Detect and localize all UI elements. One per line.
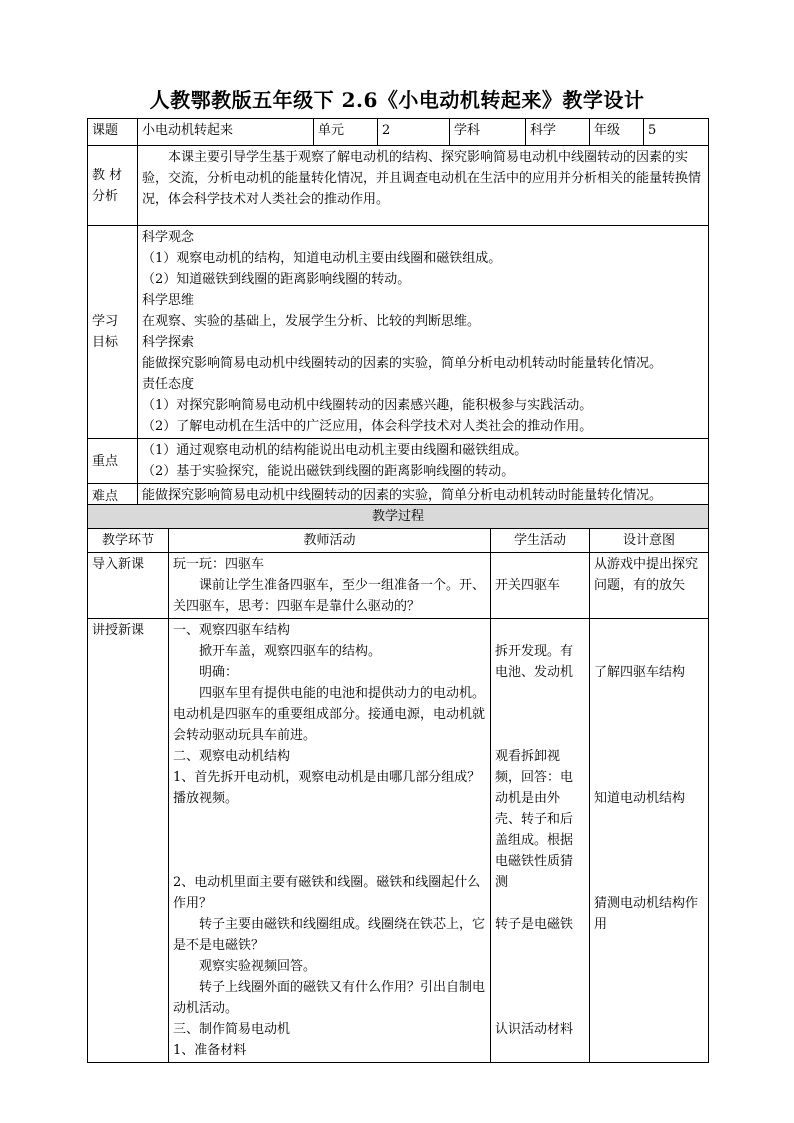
lecture-stage: 讲授新课 <box>88 619 169 1063</box>
goal-line: （2）知道磁铁到线圈的距离影响线圈的转动。 <box>142 272 411 287</box>
process-columns-row <box>88 529 709 553</box>
difficulty-text: 能做探究影响简易电动机中线圈转动的因素的实验，简单分析电动机转动时能量转化情况。 <box>138 484 709 510</box>
process-header: 教学过程 <box>88 505 709 529</box>
goal-line: 责任态度 <box>142 377 195 392</box>
goal-line: 科学思维 <box>142 293 195 308</box>
course-value: 小电动机转起来 <box>138 119 314 146</box>
intro-teacher: 玩一玩：四驱车 课前让学生准备四驱车，至少一组准备一个。开、关四驱车，思考：四驱车是靠什么驱动的？ <box>169 553 491 619</box>
key-points-row <box>88 439 709 484</box>
col-student: 学生活动 <box>491 529 590 553</box>
goal-line: （1）对探究影响简易电动机中线圈转动的因素感兴趣，能积极参与实践活动。 <box>142 398 593 413</box>
lecture-intent: 了解四驱车结构 知道电动机结构 猜测电动机结构作用 <box>590 619 709 1063</box>
goal-line: 在观察、实验的基础上，发展学生分析、比较的判断思维。 <box>142 314 481 329</box>
intro-intent: 从游戏中提出探究问题，有的放矢 <box>590 553 709 619</box>
intro-student: 开关四驱车 <box>491 553 590 619</box>
goals-text <box>138 226 709 439</box>
key-points-label: 重点 <box>88 439 138 484</box>
difficulty-label: 难点 <box>88 484 138 510</box>
lecture-student: 拆开发现。有电池、发动机 观看拆卸视频，回答：电动机是由外壳、转子和后盖组成。根据电磁铁性质猜测 转子是电磁铁 认识活动材料 <box>491 619 590 1063</box>
goal-line: （1）观察电动机的结构，知道电动机主要由线圈和磁铁组成。 <box>142 251 502 266</box>
unit-value: 2 <box>378 119 450 146</box>
page-title: 人教鄂教版五年级下 2.6《小电动机转起来》教学设计 <box>149 88 645 112</box>
lecture-row <box>88 619 709 1063</box>
lesson-info-table <box>87 118 709 510</box>
goal-line: 能做探究影响简易电动机中线圈转动的因素的实验，简单分析电动机转动时能量转化情况。 <box>142 356 663 371</box>
process-header-row <box>88 505 709 529</box>
process-table <box>87 504 709 1063</box>
analysis-text: 本课主要引导学生基于观察了解电动机的结构、探究影响简易电动机中线圈转动的因素的实验，交流，分析电动机的能量转化情况，并且调查电动机在生活中的应用并分析相关的能量转换情况，体会科学技术对人类社会的推动作用。 <box>138 146 709 226</box>
unit-label: 单元 <box>314 119 378 146</box>
course-label: 课题 <box>88 119 138 146</box>
goal-line: （2）了解电动机在生活中的广泛应用，体会科学技术对人类社会的推动作用。 <box>142 419 593 434</box>
lecture-teacher: 一、观察四驱车结构 掀开车盖，观察四驱车的结构。 明确： 四驱车里有提供电能的电池和提供动力的电动机。电动机是四驱车的重要组成部分。接通电源，电动机就会转动驱动玩具车前进。 二、观察电动机结构 1、首先拆开电动机，观察电动机是由哪几部分组成？播放视频。 2、电动机里面主要有磁铁和线圈。磁铁和线圈起什么作用？ 转子主要由磁铁和线圈组成。线圈绕在铁芯上，它是不是电磁铁？ 观察实验视频回答。 转子上线圈外面的磁铁又有什么作用？引出自制电动机活动。 三、制作简易电动机 1、准备材料 <box>169 619 491 1063</box>
info-row <box>88 119 709 146</box>
goals-label: 学习 目标 <box>88 226 138 439</box>
col-teacher: 教师活动 <box>169 529 491 553</box>
intro-row <box>88 553 709 619</box>
intro-stage: 导入新课 <box>88 553 169 619</box>
grade-value: 5 <box>644 119 709 146</box>
grade-label: 年级 <box>590 119 644 146</box>
analysis-row <box>88 146 709 226</box>
goal-line: 科学探索 <box>142 335 195 350</box>
subject-label: 学科 <box>450 119 526 146</box>
col-stage: 教学环节 <box>88 529 169 553</box>
goals-row <box>88 226 709 439</box>
goal-line: 科学观念 <box>142 230 195 245</box>
col-intent: 设计意图 <box>590 529 709 553</box>
analysis-label: 教 材 分析 <box>88 146 138 226</box>
key-points-text: （1）通过观察电动机的结构能说出电动机主要由线圈和磁铁组成。 （2）基于实验探究，能说出磁铁到线圈的距离影响线圈的转动。 <box>138 439 709 484</box>
subject-value: 科学 <box>526 119 590 146</box>
